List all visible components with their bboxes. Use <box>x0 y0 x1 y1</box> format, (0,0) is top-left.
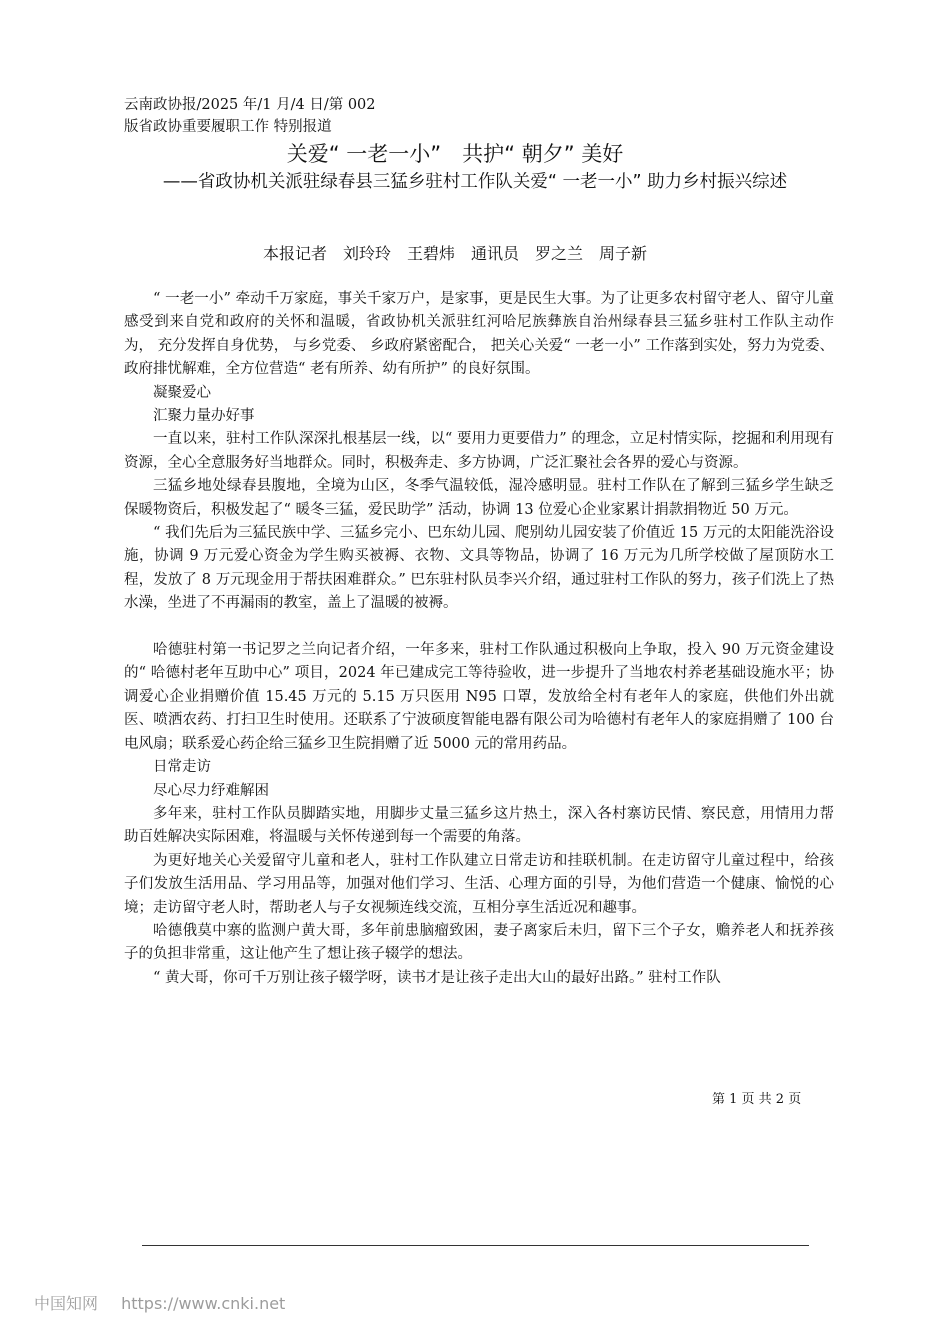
paragraph: 一直以来，驻村工作队深深扎根基层一线，以“ 要用力更要借力” 的理念，立足村情实际，挖掘和利用现有资源，全心全意服务好当地群众。同时，积极奔走、多方协调，广泛汇聚社会各界的爱心与资源。 <box>124 431 834 471</box>
paragraph: “ 黄大哥，你可千万别让孩子辍学呀，读书才是让孩子走出大山的最好出路。” 驻村工作队 <box>153 969 721 986</box>
publication-info: 云南政协报/2025 年/1 月/4 日/第 002 <box>124 97 376 113</box>
paragraph: “ 我们先后为三猛民族中学、三猛乡完小、巴东幼儿园、爬别幼儿园安装了价值近 15 万元的太阳能洗浴设施，协调 9 万元爱心资金为学生购买被褥、衣物、文具等物品，协调了 16 万元为几所学校做了屋顶防水工程，发放了 8 万元现金用于帮扶困难群众。” 巴东驻村队员李兴介绍，通过驻村工作队的努力，孩子们洗上了热水澡，坐进了不再漏雨的教室，盖上了温暖的被褥。 <box>124 525 834 612</box>
article-title: 关爱“ 一老一小” 共护“ 朝夕” 美好 <box>286 142 624 166</box>
section-heading: 凝聚爱心 <box>153 384 211 401</box>
section-subheading: 尽心尽力纾难解困 <box>153 782 269 799</box>
blank-line <box>124 616 834 639</box>
paragraph: 多年来，驻村工作队员脚踏实地，用脚步丈量三猛乡这片热土，深入各村寨访民情、察民意，用情用力帮助百姓解决实际困难，将温暖与关怀传递到每一个需要的角落。 <box>124 805 834 846</box>
paragraph: “ 一老一小” 牵动千万家庭，事关千家万户，是家事，更是民生大事。为了让更多农村留守老人、留守儿童感受到来自党和政府的关怀和温暖，省政协机关派驻红河哈尼族彝族自治州绿春县三猛乡驻村工作队主动作为， 充分发挥自身优势， 与乡党委、 乡政府紧密配合， 把关心关爱“ 一老一小” 工作落到实处，努力为党委、政府排忧解难，全方位营造“ 老有所养、幼有所护” 的良好氛围。 <box>124 291 834 378</box>
footer-divider <box>142 1245 809 1246</box>
edition-info: 版省政协重要履职工作 特别报道 <box>124 119 332 135</box>
article-subtitle: ——省政协机关派驻绿春县三猛乡驻村工作队关爱“ 一老一小” 助力乡村振兴综述 <box>162 172 788 192</box>
article-byline: 本报记者 刘玲玲 王碧炜 通讯员 罗之兰 周子新 <box>262 244 647 263</box>
paragraph: 为更好地关心关爱留守儿童和老人，驻村工作队建立日常走访和挂联机制。在走访留守儿童过程中，给孩子们发放生活用品、学习用品等，加强对他们学习、生活、心理方面的引导，为他们营造一个健康、愉悦的心境；走访留守老人时，帮助老人与子女视频连线交流，互相分享生活近况和趣事。 <box>124 852 834 916</box>
watermark-url: https://www.cnki.net <box>121 1294 286 1313</box>
paragraph: 哈德驻村第一书记罗之兰向记者介绍，一年多来，驻村工作队通过积极向上争取，投入 90 万元资金建设的“ 哈德村老年互助中心” 项目，2024 年已建成完工等待验收，进一步提升了当地农村养老基础设施水平；协调爱心企业捐赠价值 15.45 万元的 5.15 万只医用 N95 口罩，发放给全村有老年人的家庭，供他们外出就医、喷洒农药、打扫卫生时使用。还联系了宁波硕度智能电器有限公司为哈德村有老年人的家庭捐赠了 100 台电风扇；联系爱心药企给三猛乡卫生院捐赠了近 5000 元的常用药品。 <box>124 642 834 752</box>
article-body <box>124 288 834 990</box>
source-watermark <box>34 1293 285 1315</box>
watermark-brand: 中国知网 <box>34 1294 99 1313</box>
paragraph: 哈德俄莫中寨的监测户黄大哥，多年前患脑瘤致困，妻子离家后未归，留下三个子女，赡养老人和抚养孩子的负担非常重，这让他产生了想让孩子辍学的想法。 <box>124 922 834 963</box>
section-heading: 日常走访 <box>153 759 211 776</box>
section-subheading: 汇聚力量办好事 <box>153 408 255 425</box>
paragraph: 三猛乡地处绿春县腹地，全境为山区，冬季气温较低，湿冷感明显。驻村工作队在了解到三猛乡学生缺乏保暖物资后，积极发起了“ 暖冬三猛，爱民助学” 活动，协调 13 位爱心企业家累计捐款捐物近 50 万元。 <box>124 478 834 518</box>
page-indicator: 第 1 页 共 2 页 <box>712 1092 802 1107</box>
